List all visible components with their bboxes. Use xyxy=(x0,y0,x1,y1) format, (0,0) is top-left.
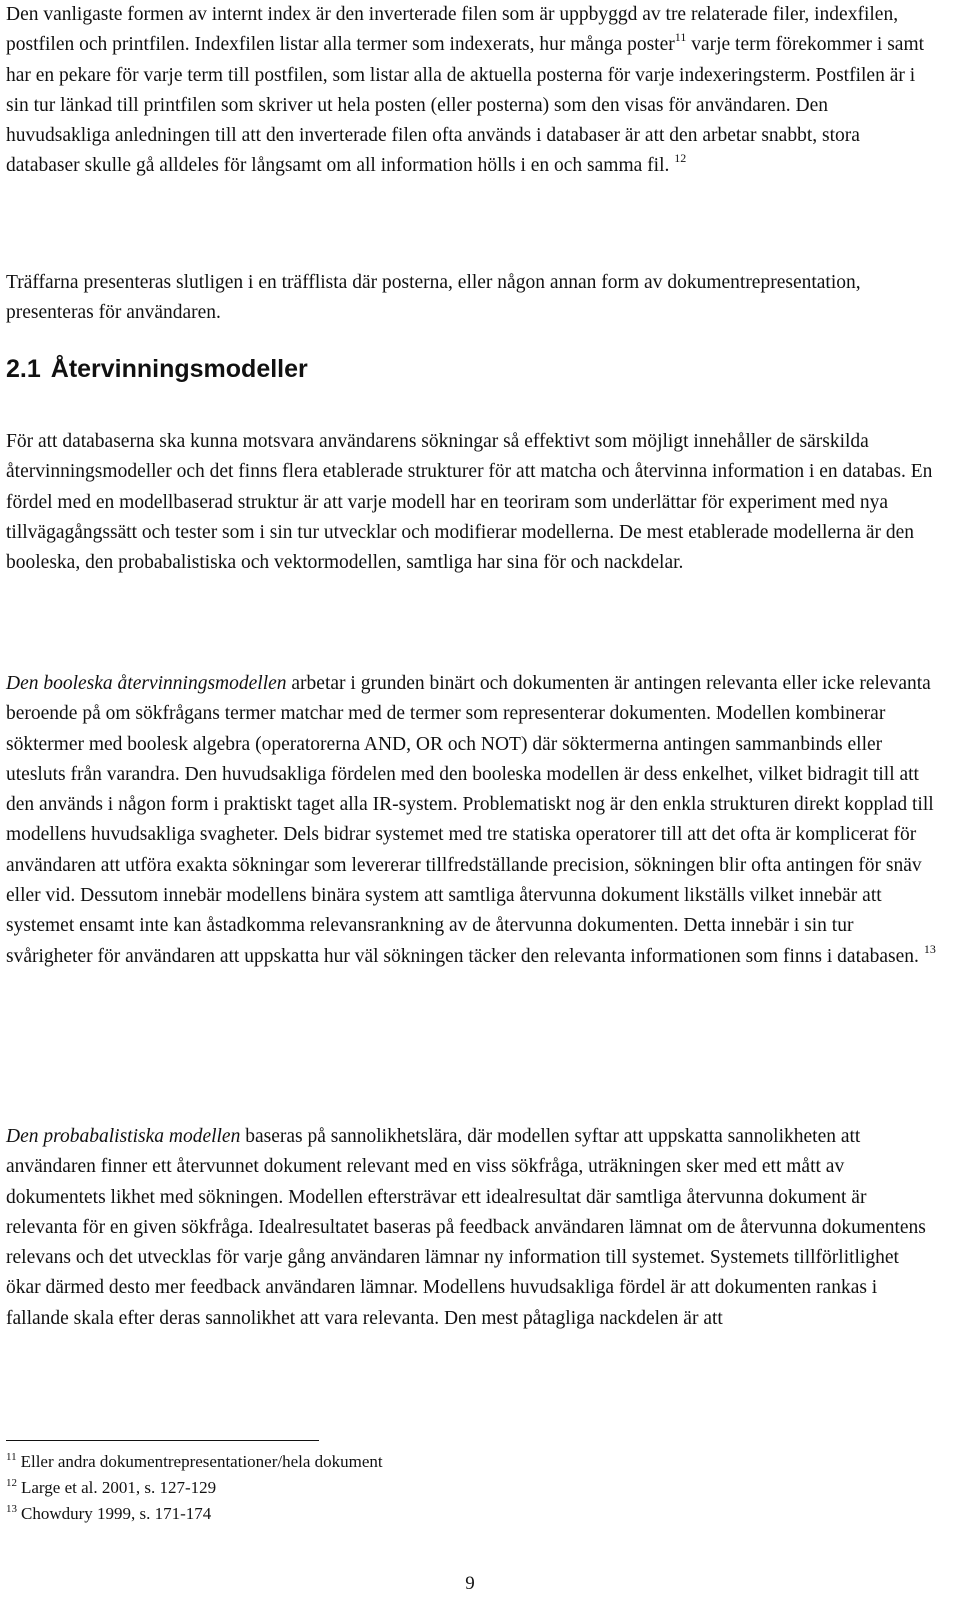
section-number: 2.1 xyxy=(6,355,41,383)
paragraph-text: baseras på sannolikhetslära, där modellen syftar att uppskatta sannolikheten att användaren finner ett återvunnet dokument relevant med en viss sökfråga, uträkningen sker med ett mått av dokumentets likhet med sökningen. Modellen eftersträvar ett idealresultat där samtliga återvunna dokument är relevanta för en given sökfråga. Idealresultatet baseras på feedback användaren lämnat om de återvunna dokumentens relevans och det utvecklas för varje gång användaren lämnar ny information till systemet. Systemets tillförlitlighet ökar därmed desto mer feedback användaren lämnar. Modellens huvudsakliga fördel är att dokumenten rankas i fallande skala efter deras sannolikhet att vara relevanta. Den mest påtagliga nackdelen är att xyxy=(6,1126,926,1329)
footnotes xyxy=(6,1449,706,1527)
section-title: Återvinningsmodeller xyxy=(50,355,308,383)
footnote-text: Large et al. 2001, s. 127-129 xyxy=(21,1478,217,1497)
footnote-mark: 11 xyxy=(6,1451,17,1463)
paragraph-probabilistic-model xyxy=(6,1122,936,1334)
paragraph-hit-list: Träffarna presenteras slutligen i en träfflista där posterna, eller någon annan form av dokumentrepresentation, presenteras för användaren. xyxy=(6,272,861,324)
footnote-divider xyxy=(6,1440,319,1441)
term-probabilistic-model: Den probabalistiska modellen xyxy=(6,1126,241,1147)
footnote-ref-13[interactable]: 13 xyxy=(923,941,936,956)
footnote-13 xyxy=(6,1501,706,1527)
footnote-mark: 13 xyxy=(6,1503,17,1515)
footnote-text: Chowdury 1999, s. 171-174 xyxy=(21,1504,212,1523)
term-boolean-model: Den booleska återvinningsmodellen xyxy=(6,673,287,694)
page-number: 9 xyxy=(465,1573,475,1594)
footnote-ref-11[interactable]: 11 xyxy=(674,30,687,45)
paragraph-text: varje term förekommer i samt har en pekare för varje term till postfilen, som listar alla de aktuella posterna för varje indexeringsterm. Postfilen är i sin tur länkad till printfilen som skriver ut hela posten (eller posterna) som den visas för användaren. Den huvudsakliga anledningen till att den inverterade filen ofta används i databaser är att den arbetar snabbt, stora databaser skulle gå alldeles för långsamt om all information hölls i en och samma fil. xyxy=(6,34,925,177)
paragraph-boolean-model xyxy=(6,669,936,972)
footnote-12 xyxy=(6,1475,706,1501)
paragraph-text: arbetar i grunden binärt och dokumenten är antingen relevanta eller icke relevanta beroende på om sökfrågans termer matchar med de termer som representerar dokumenten. Modellen kombinerar söktermer med boolesk algebra (operatorerna AND, OR och NOT) där söktermerna antingen sammanbinds eller utesluts från varandra. Den huvudsakliga fördelen med den booleska modellen är dess enkelhet, vilket bidragit till att den används i någon form i praktiskt taget alla IR-system. Problematiskt nog är den enkla strukturen direkt kopplad till modellens huvudsakliga svagheter. Dels bidrar systemet med tre statiska operatorer till att det ofta är komplicerat för användaren att utföra exakta sökningar som levererar tillfredställande precision, sökningen blir ofta antingen för snäv eller vid. Dessutom innebär modellens binära system att samtliga återvunna dokument likställs vilket innebär att systemet ensamt inte kan åstadkomma relevansrankning av de återvunna dokumenten. Detta innebär i sin tur svårigheter för användaren att uppskatta hur väl sökningen täcker den relevanta informationen som finns i databasen. xyxy=(6,673,934,967)
footnote-11 xyxy=(6,1449,706,1475)
section-heading xyxy=(6,355,308,384)
footnote-text: Eller andra dokumentrepresentationer/hela dokument xyxy=(20,1452,383,1471)
paragraph-text: Den vanligaste formen av internt index är den inverterade filen som är uppbyggd av tre relaterade filer, indexfilen, postfilen och printfilen. Indexfilen listar alla termer som indexerats, hur många poster xyxy=(6,4,899,56)
paragraph-retrieval-models: För att databaserna ska kunna motsvara användarens sökningar så effektivt som möjligt innehåller de särskilda återvinningsmodeller och det finns flera etablerade strukturer för att matcha och återvinna information i en databas. En fördel med en modellbaserad struktur är att varje modell har en teoriram som underlättar för experiment med nya tillvägagångssätt och tester som i sin tur utvecklar och modifierar modellerna. De mest etablerade modellerna är den booleska, den probabalistiska och vektormodellen, samtliga har sina för och nackdelar. xyxy=(6,431,933,574)
footnote-ref-12[interactable]: 12 xyxy=(674,151,687,166)
paragraph-inverted-index xyxy=(6,0,936,182)
footnote-mark: 12 xyxy=(6,1477,17,1489)
